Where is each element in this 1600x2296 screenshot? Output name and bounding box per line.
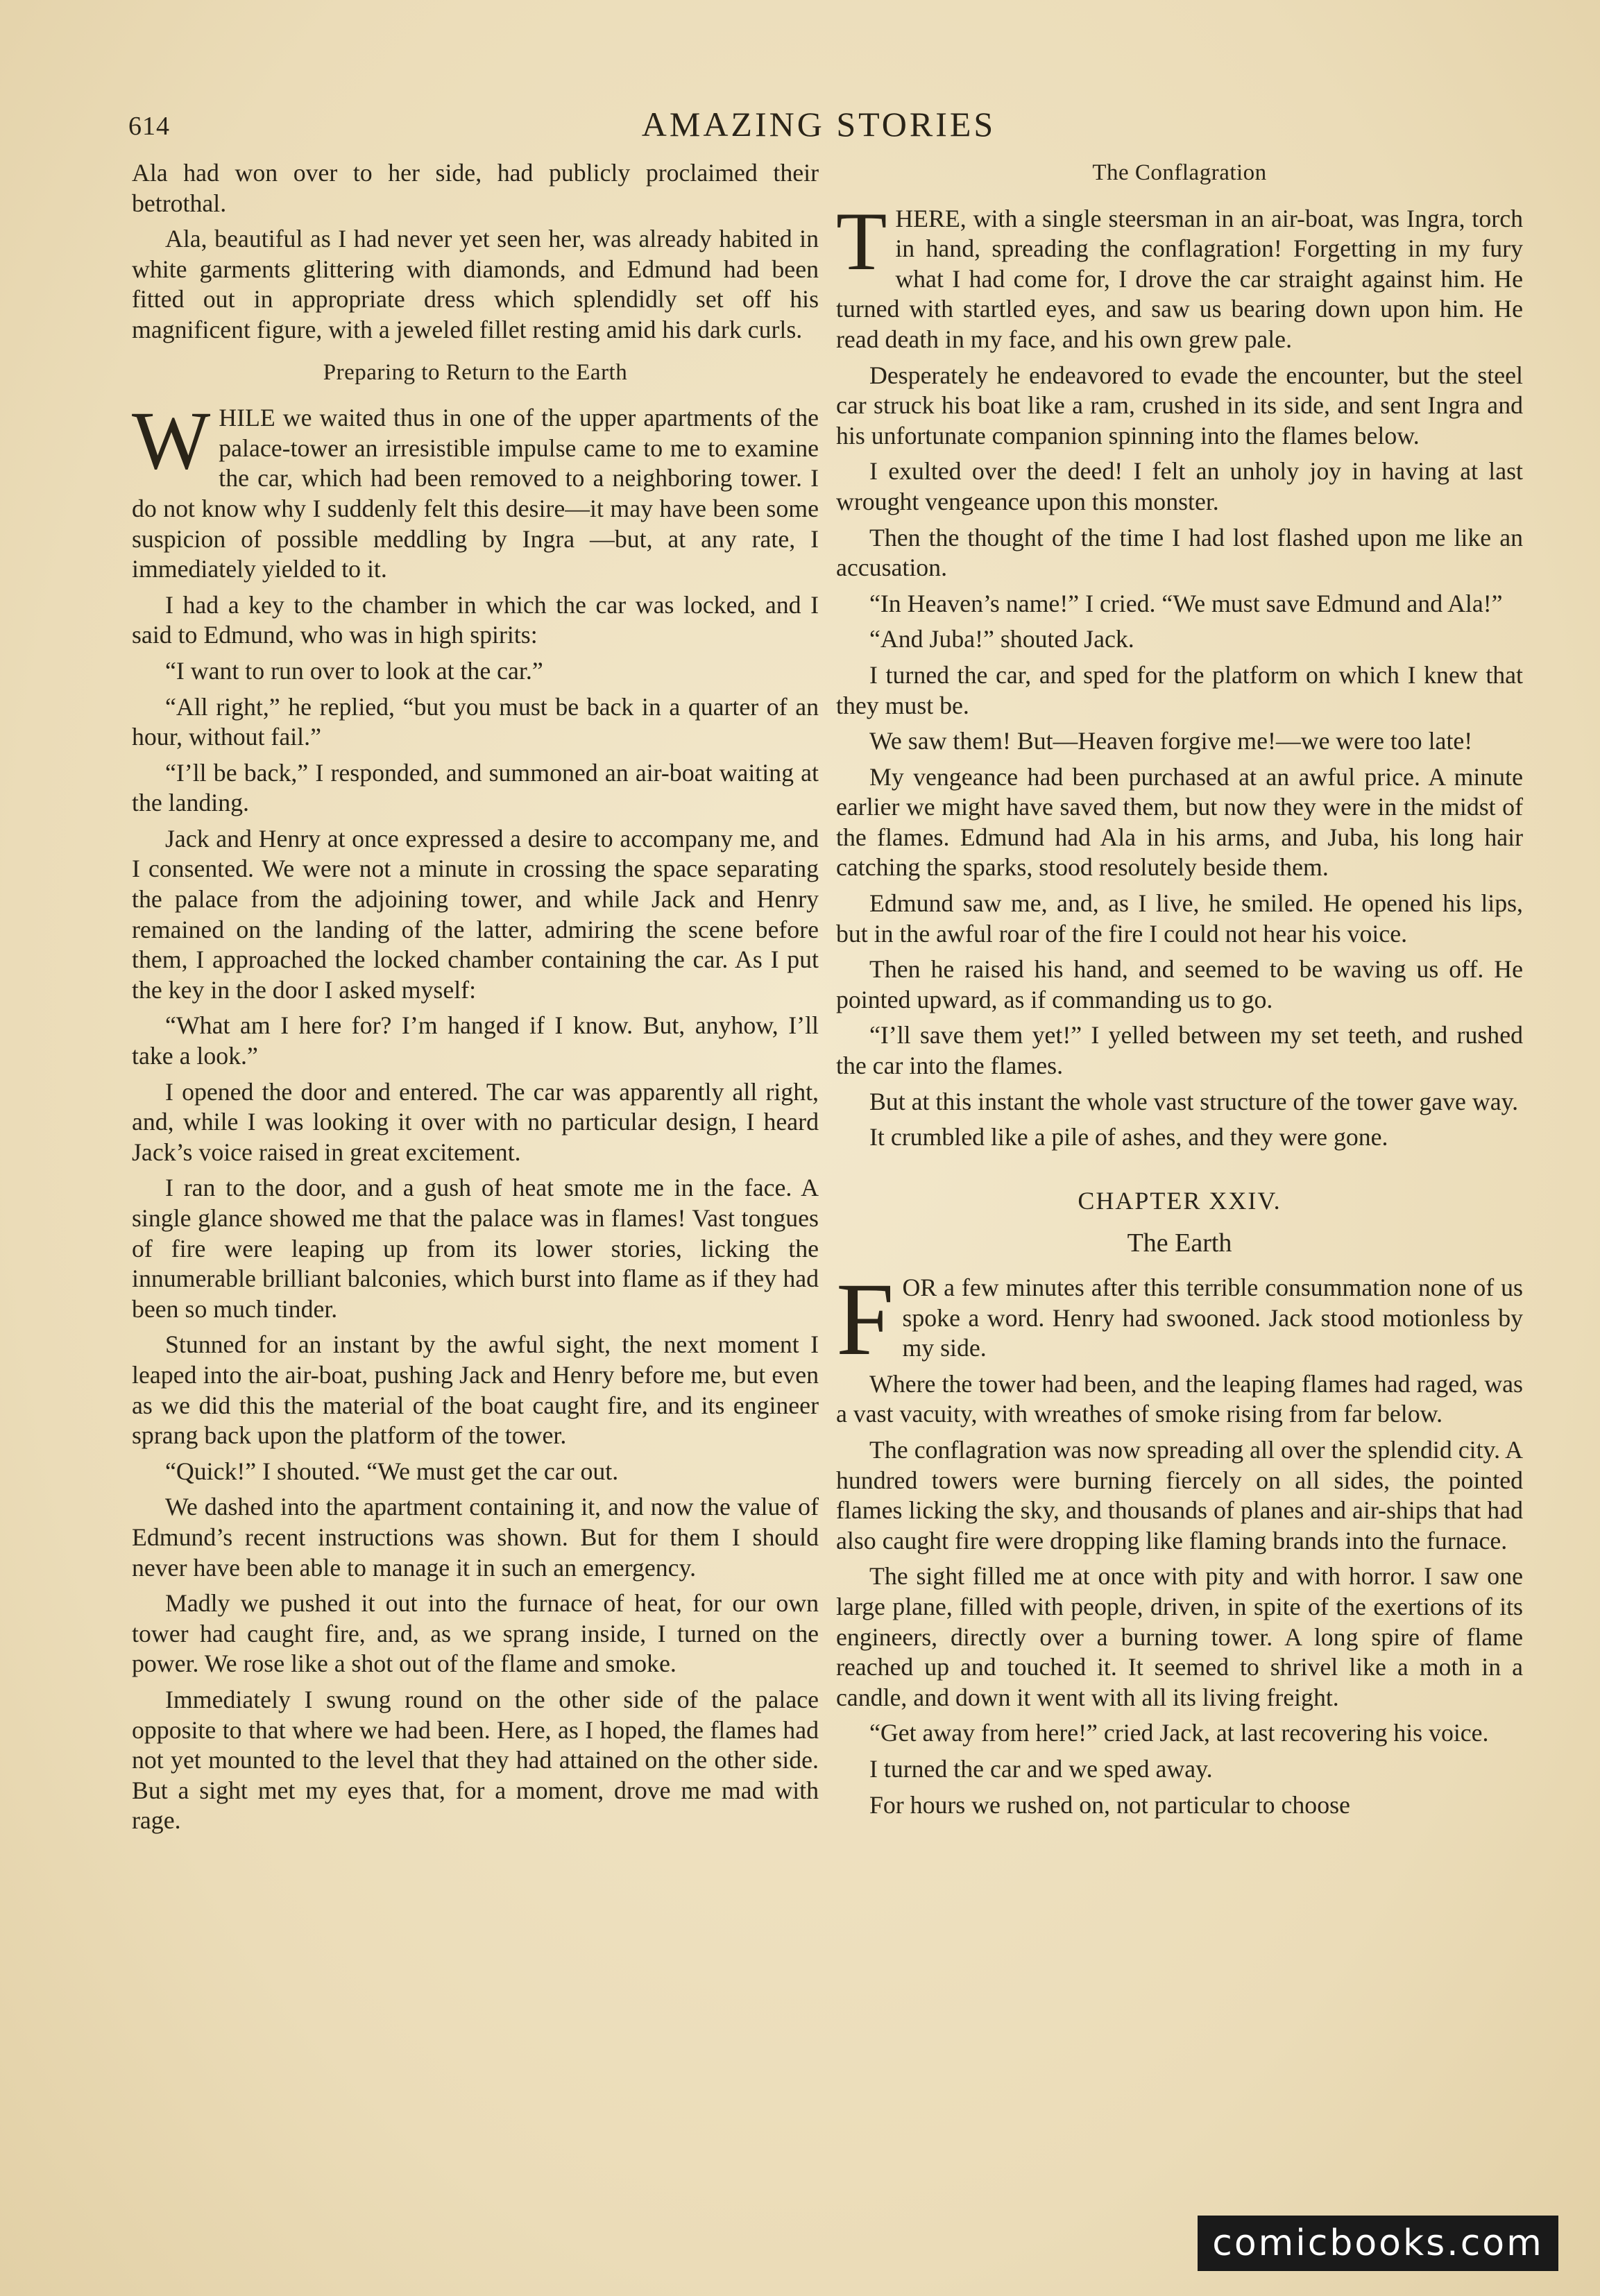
paragraph: I had a key to the chamber in which the car was locked, and I said to Edmund, who was in high spirits: [132, 590, 819, 649]
paragraph-with-dropcap [836, 1262, 1523, 1377]
watermark: comicbooks.com [1198, 2216, 1558, 2271]
paragraph: Edmund saw me, and, as I live, he smiled. He opened his lips, but in the awful roar of the fire I could not hear his voice. [836, 889, 1523, 948]
paragraph: I turned the car and we sped away. [869, 1754, 1213, 1783]
paragraph: “Quick!” I shouted. “We must get the car out. [165, 1457, 619, 1485]
paragraph: “And Juba!” shouted Jack. [869, 625, 1134, 653]
paragraph-text: OR a few minutes after this terrible consummation none of us spoke a word. Henry had swooned. Jack stood motionless by my side. [902, 1274, 1523, 1362]
paragraph: “All right,” he replied, “but you must be back in a quarter of an hour, without fail.” [132, 692, 819, 751]
paragraph: Desperately he endeavored to evade the encounter, but the steel car struck his boat like a ram, crushed in its side, and sent Ingra and his unfortunate companion spinning into the flames below. [836, 361, 1523, 449]
section-subhead: Preparing to Return to the Earth [323, 359, 628, 385]
paragraph: My vengeance had been purchased at an awful price. A minute earlier we might have saved them, but now they were in the midst of the flames. Edmund had Ala in his arms, and Juba, his long hair catching the sparks, stood resolutely beside them. [836, 762, 1523, 882]
section-subhead: The Conflagration [1092, 160, 1267, 185]
paragraph-with-dropcap [836, 194, 1523, 355]
paragraph: We dashed into the apartment containing it, and now the value of Edmund’s recent instructions was shown. But for them I should never have been able to manage it in such an emergency. [132, 1493, 819, 1582]
paragraph: The conflagration was now spreading all over the splendid city. A hundred towers were burning fiercely on all sides, the pointed flames licking the sky, and thousands of planes and air-ships that had also caught fire were dropping like flaming brands into the furnace. [836, 1435, 1523, 1554]
paragraph: We saw them! But—Heaven forgive me!—we were too late! [869, 727, 1473, 755]
paragraph: Where the tower had been, and the leaping flames had raged, was a vast vacuity, with wreathes of smoke rising from far below. [836, 1369, 1523, 1428]
magazine-title: AMAZING STORIES [641, 105, 996, 144]
paragraph: Madly we pushed it out into the furnace of heat, for our own tower had caught fire, and, as we sprang inside, I turned on the power. We rose like a shot out of the flame and smoke. [132, 1589, 819, 1678]
paragraph-text: HILE we waited thus in one of the upper apartments of the palace-tower an irresistible impulse came to me to examine the car, which had been removed to a neighboring tower. I do not know why I suddenly felt this desire—it may have been some suspicion of possible meddling by Ingra —but, at any rate, I immediately yielded to it. [132, 404, 819, 583]
paragraph: The sight filled me at once with pity and with horror. I saw one large plane, filled with people, driven, in spite of the exertions of its engineers, directly over a burning tower. A long spire of flame reached up and touched it. It seemed to shrivel like a moth in a candle, and down it went with all its living freight. [836, 1562, 1523, 1711]
page-header [128, 104, 1509, 153]
drop-cap: T [836, 194, 887, 287]
chapter-subtitle: The Earth [1127, 1228, 1232, 1258]
paragraph: Then he raised his hand, and seemed to be waving us off. He pointed upward, as if commanding us to go. [836, 955, 1523, 1013]
paragraph: Ala, beautiful as I had never yet seen her, was already habited in white garments glittering with diamonds, and Edmund had been fitted out in appropriate dress which splendidly set off his magnificent figure, with a jeweled fillet resting amid his dark curls. [132, 225, 819, 343]
paragraph: “I want to run over to look at the car.” [165, 656, 543, 685]
paragraph: Then the thought of the time I had lost flashed upon me like an accusation. [836, 523, 1523, 582]
paragraph: “I’ll save them yet!” I yelled between my set teeth, and rushed the car into the flames. [836, 1021, 1523, 1080]
paragraph-with-dropcap [132, 394, 819, 585]
paragraph: I turned the car, and sped for the platform on which I knew that they must be. [836, 660, 1523, 719]
paragraph: “What am I here for? I’m hanged if I know. But, anyhow, I’ll take a look.” [132, 1011, 819, 1070]
paragraph: Jack and Henry at once expressed a desire to accompany me, and I consented. We were not a minute in crossing the space separating the palace from the adjoining tower, and while Jack and Henry remained on the landing of the latter, admiring the scene before them, I approached the locked chamber containing the car. As I put the key in the door I asked myself: [132, 824, 819, 1004]
paragraph: “Get away from here!” cried Jack, at last recovering his voice. [869, 1719, 1489, 1747]
paragraph: “In Heaven’s name!” I cried. “We must save Edmund and Ala!” [869, 589, 1503, 617]
drop-cap: W [132, 394, 211, 487]
paragraph: “I’ll be back,” I responded, and summoned an air-boat waiting at the landing. [132, 758, 819, 817]
paragraph: Immediately I swung round on the other side of the palace opposite to that where we had been. Here, as I hoped, the flames had not yet mounted to the level that they had attained on the other side. But a sight met my eyes that, for a moment, drove me mad with rage. [132, 1685, 819, 1835]
paragraph: But at this instant the whole vast structure of the tower gave way. [869, 1087, 1519, 1115]
paragraph: Ala had won over to her side, had publicly proclaimed their betrothal. [132, 159, 819, 217]
chapter-title: CHAPTER XXIV. [1078, 1186, 1282, 1215]
drop-cap: F [836, 1262, 894, 1377]
left-column [132, 158, 819, 1842]
paragraph-text: HERE, with a single steersman in an air-boat, was Ingra, torch in hand, spreading the conflagration! Forgetting in my fury what I had come for, I drove the car straight against him. He turned with startled eyes, and saw us bearing down upon him. He read death in my face, and his own grew pale. [836, 204, 1523, 353]
paragraph: For hours we rushed on, not particular to choose [869, 1790, 1350, 1819]
paragraph: It crumbled like a pile of ashes, and they were gone. [869, 1123, 1388, 1151]
right-column [836, 158, 1523, 1826]
page-number: 614 [128, 112, 170, 141]
paragraph: I exulted over the deed! I felt an unholy joy in having at last wrought vengeance upon this monster. [836, 457, 1523, 515]
paragraph: I opened the door and entered. The car was apparently all right, and, while I was looking it over with no particular design, I heard Jack’s voice raised in great excitement. [132, 1077, 819, 1166]
paragraph: Stunned for an instant by the awful sight, the next moment I leaped into the air-boat, pushing Jack and Henry before me, but even as we did this the material of the boat caught fire, and its engineer sprang back upon the platform of the tower. [132, 1330, 819, 1450]
paragraph: I ran to the door, and a gush of heat smote me in the face. A single glance showed me that the palace was in flames! Vast tongues of fire were leaping up from its lower stories, licking the innumerable brilliant balconies, which burst into flame as if they had been so much tinder. [132, 1174, 819, 1323]
